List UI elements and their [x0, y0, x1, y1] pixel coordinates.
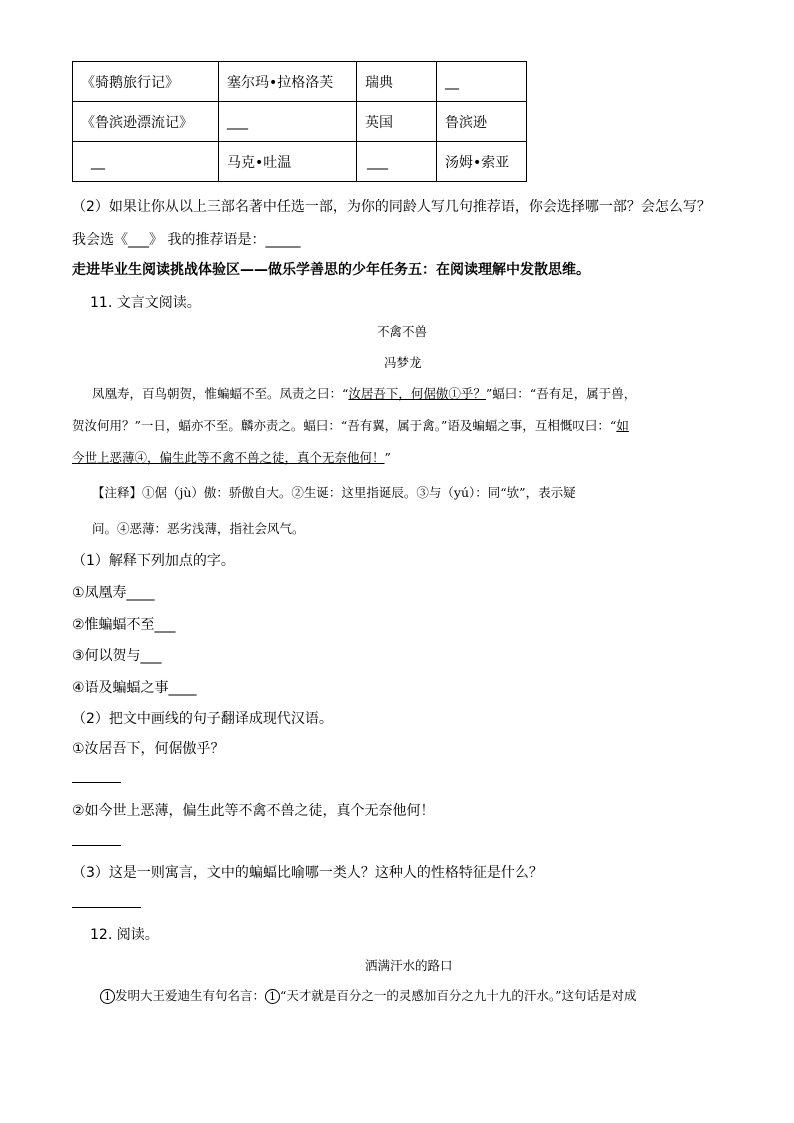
table-cell: __ [437, 62, 527, 102]
passage-author: 冯梦龙 [384, 355, 422, 370]
table-cell: 鲁滨逊 [437, 102, 527, 142]
annotation-line-2: 问。④恶薄：恶劣浅薄，指社会风气。 [92, 521, 305, 536]
passage-text: 贺汝何用？”一日，蝠亦不至。麟亦责之。蝠曰：“吾有翼，属于禽。”语及蝙蝠之事，互相慨叹曰：“ [72, 418, 617, 433]
underlined-sentence-2-start: 如 [616, 418, 629, 433]
passage-line-2 [72, 416, 629, 434]
table-cell: 英国 [357, 102, 437, 142]
table-row [73, 62, 527, 102]
passage-text: ”蝠曰：“吾有足，属于兽， [485, 386, 637, 401]
passage-text: “天才就是百分之一的灵感加百分之九十九的汗水。”这句话是对成 [280, 988, 637, 1003]
paragraph-number: 1 [100, 989, 115, 1004]
table-cell: 塞尔玛•拉格洛芙 [219, 62, 357, 102]
sub-question-3: （3）这是一则寓言，文中的蝙蝠比喻哪一类人？这种人的性格特征是什么？ [72, 865, 543, 881]
section-title: 走进毕业生阅读挑战体验区——做乐学善思的少年任务五：在阅读理解中发散思维。 [72, 262, 590, 278]
passage-text: 凤凰寿，百鸟朝贺，惟蝙蝠不至。凤责之曰：“ [92, 386, 349, 401]
answer-line [72, 845, 121, 846]
annotation-line-1: 【注释】①倨（jù）傲：骄傲自大。②生诞：这里指诞辰。③与（yú）：同“欤”，表示疑 [92, 485, 576, 500]
answer-line [72, 907, 141, 908]
list-item: ①凤凰寿____ [72, 585, 155, 601]
passage-title: 不禽不兽 [377, 324, 428, 339]
table-row [73, 142, 527, 182]
table-cell: ___ [219, 102, 357, 142]
passage-text: ” [384, 450, 391, 465]
list-item: ③何以贺与___ [72, 648, 162, 664]
table-cell: __ [73, 142, 219, 182]
passage-title: 洒满汗水的路口 [365, 958, 453, 973]
passage-line-1 [100, 986, 637, 1004]
sentence-number: 1 [265, 989, 280, 1004]
underlined-sentence-1: 汝居吾下，何倨傲①乎？ [348, 386, 486, 401]
table-cell: 瑞典 [357, 62, 437, 102]
sub-question-1: （1）解释下列加点的字。 [72, 553, 235, 569]
underlined-sentence-2: 今世上恶薄④，偏生此等不禽不兽之徒，真个无奈他何！ [72, 450, 385, 465]
table-cell: 《骑鹅旅行记》 [73, 62, 219, 102]
table-cell: ___ [357, 142, 437, 182]
answer-line [72, 782, 121, 783]
passage-line-3 [72, 448, 391, 466]
table-cell: 《鲁滨逊漂流记》 [73, 102, 219, 142]
passage-text: 发明大王爱迪生有句名言： [115, 988, 266, 1003]
q2-prompt: （2）如果让你从以上三部名著中任选一部，为你的同龄人写几句推荐语，你会选择哪一部？会怎么写？ [72, 199, 711, 215]
q2-answer: 我会选《___》 我的推荐语是：_____ [72, 232, 301, 248]
list-item: ②如今世上恶薄，偏生此等不禽不兽之徒，真个无奈他何！ [72, 803, 435, 819]
table-cell: 马克•吐温 [219, 142, 357, 182]
table-cell: 汤姆•索亚 [437, 142, 527, 182]
table-row [73, 102, 527, 142]
q12-header: 12. 阅读。 [90, 927, 159, 943]
sub-question-2: （2）把文中画线的句子翻译成现代汉语。 [72, 711, 333, 727]
list-item: ④语及蝙蝠之事____ [72, 680, 197, 696]
list-item: ②惟蝙蝠不至___ [72, 617, 176, 633]
passage-line-1 [92, 384, 636, 402]
book-table [72, 61, 527, 182]
list-item: ①汝居吾下，何倨傲乎？ [72, 741, 225, 757]
q11-header: 11. 文言文阅读。 [90, 295, 201, 311]
